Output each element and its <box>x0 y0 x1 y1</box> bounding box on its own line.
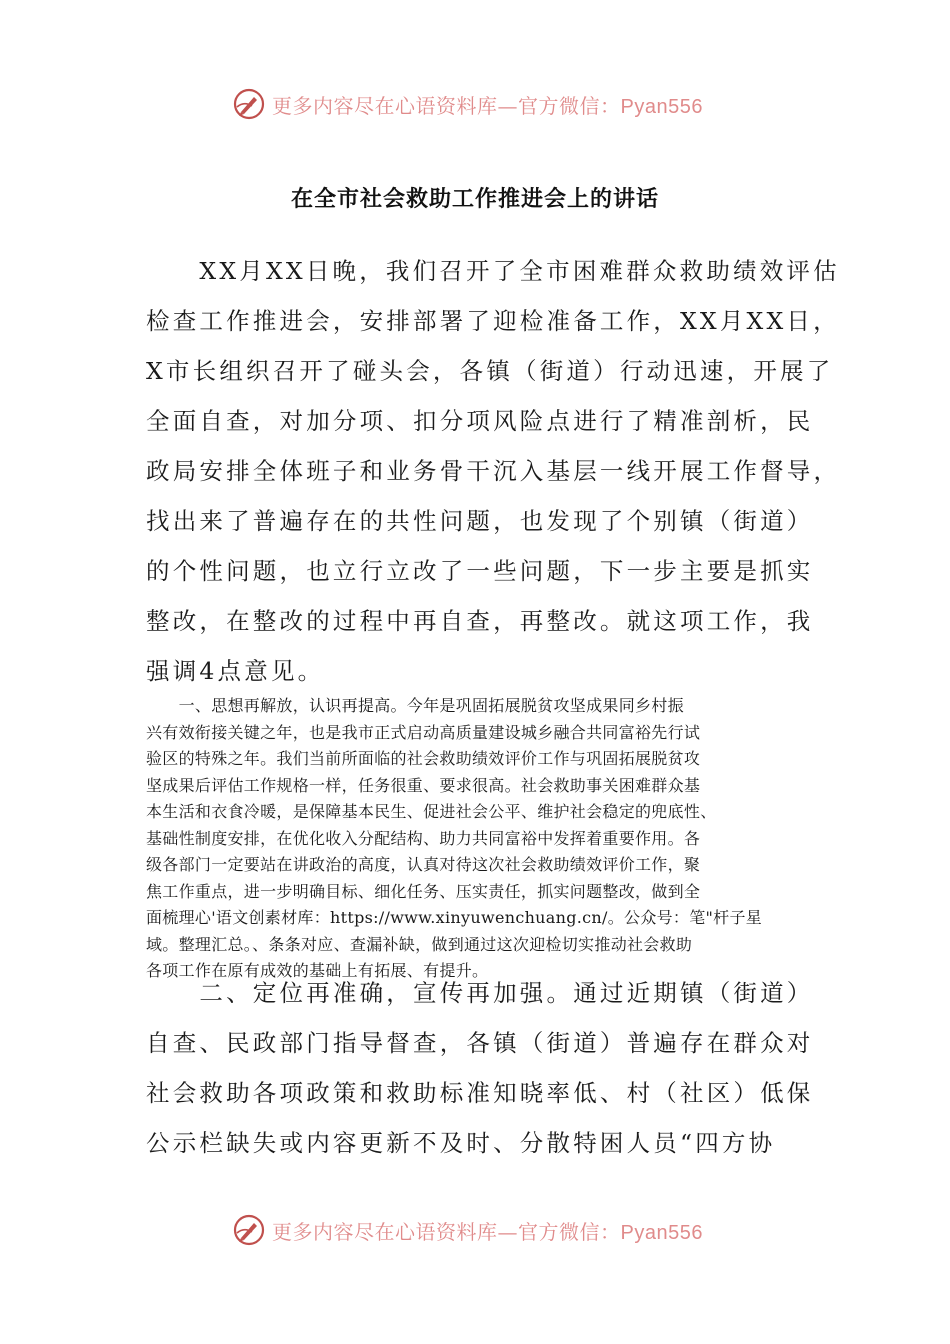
paragraph-intro <box>146 246 841 696</box>
watermark-banner-top <box>232 86 703 122</box>
text-line: 本生活和衣食冷暖，是保障基本民生、促进社会公平、维护社会稳定的兜底性、 <box>146 802 717 821</box>
text-line: 找出来了普遍存在的共性问题，也发现了个别镇（街道） <box>146 507 814 535</box>
text-line: 域。整理汇总。、条条对应、查漏补缺，做到通过这次迎检切实推动社会救助 <box>146 934 693 954</box>
text-line: 政局安排全体班子和业务骨干沉入基层一线开展工作督导， <box>146 457 841 485</box>
watermark-banner-bottom <box>232 1212 703 1248</box>
text-line: 兴有效衔接关键之年，也是我市正式启动高质量建设城乡融合共同富裕先行试 <box>146 722 701 742</box>
watermark-text: 更多内容尽在心语资料库—官方微信：Pyan556 <box>272 93 703 118</box>
pen-logo-icon <box>232 87 266 121</box>
text-line: 基础性制度安排，在优化收入分配结构、助力共同富裕中发挥着重要作用。各 <box>146 828 701 848</box>
document-title: 在全市社会救助工作推进会上的讲话 <box>290 187 659 212</box>
text-line: 的个性问题，也立行立改了一些问题，下一步主要是抓实 <box>146 557 814 585</box>
text-line: 社会救助各项政策和救助标准知晓率低、村（社区）低保 <box>146 1079 814 1107</box>
paragraph-one <box>146 693 808 985</box>
text-line: 各项工作在原有成效的基础上有拓展、有提升。 <box>146 961 489 980</box>
paragraph-two <box>146 968 814 1168</box>
text-line: 自查、民政部门指导督查，各镇（街道）普遍存在群众对 <box>146 1029 814 1057</box>
text-line: 检查工作推进会，安排部署了迎检准备工作，XX月XX日， <box>146 307 840 335</box>
text-line: 级各部门一定要站在讲政治的高度，认真对待这次社会救助绩效评价工作，聚 <box>146 855 701 874</box>
text-line: 验区的特殊之年。我们当前所面临的社会救助绩效评价工作与巩固拓展脱贫攻 <box>146 749 701 768</box>
pen-logo-icon <box>232 1213 266 1247</box>
text-line: 强调4点意见。 <box>146 657 325 685</box>
text-line: 焦工作重点，进一步明确目标、细化任务、压实责任，抓实问题整改，做到全 <box>146 881 701 901</box>
wechat-id: Pyan556 <box>620 95 703 118</box>
text-line: X市长组织召开了碰头会，各镇（街道）行动迅速，开展了 <box>146 357 834 385</box>
text-line: 全面自查，对加分项、扣分项风险点进行了精准剖析，民 <box>146 407 814 435</box>
text-line: 坚成果后评估工作规格一样，任务很重、要求很高。社会救助事关困难群众基 <box>146 775 701 795</box>
text-line: 公示栏缺失或内容更新不及时、分散特困人员“四方协 <box>146 1129 776 1157</box>
text-line: 二、定位再准确，宣传再加强。通过近期镇（街道） <box>146 979 814 1007</box>
text-line: 一、思想再解放，认识再提高。今年是巩固拓展脱贫攻坚成果同乡村振 <box>146 696 684 715</box>
wechat-id: Pyan556 <box>620 1221 703 1244</box>
text-line: 整改，在整改的过程中再自查，再整改。就这项工作，我 <box>146 607 814 635</box>
text-line: XX月XX日晚，我们召开了全市困难群众救助绩效评估 <box>146 257 840 285</box>
watermark-text: 更多内容尽在心语资料库—官方微信：Pyan556 <box>272 1219 703 1244</box>
text-line: 面梳理心'语文创素材库：https://www.xinyuwenchuang.cn/。公众号：笔"杆子星 <box>146 908 763 927</box>
